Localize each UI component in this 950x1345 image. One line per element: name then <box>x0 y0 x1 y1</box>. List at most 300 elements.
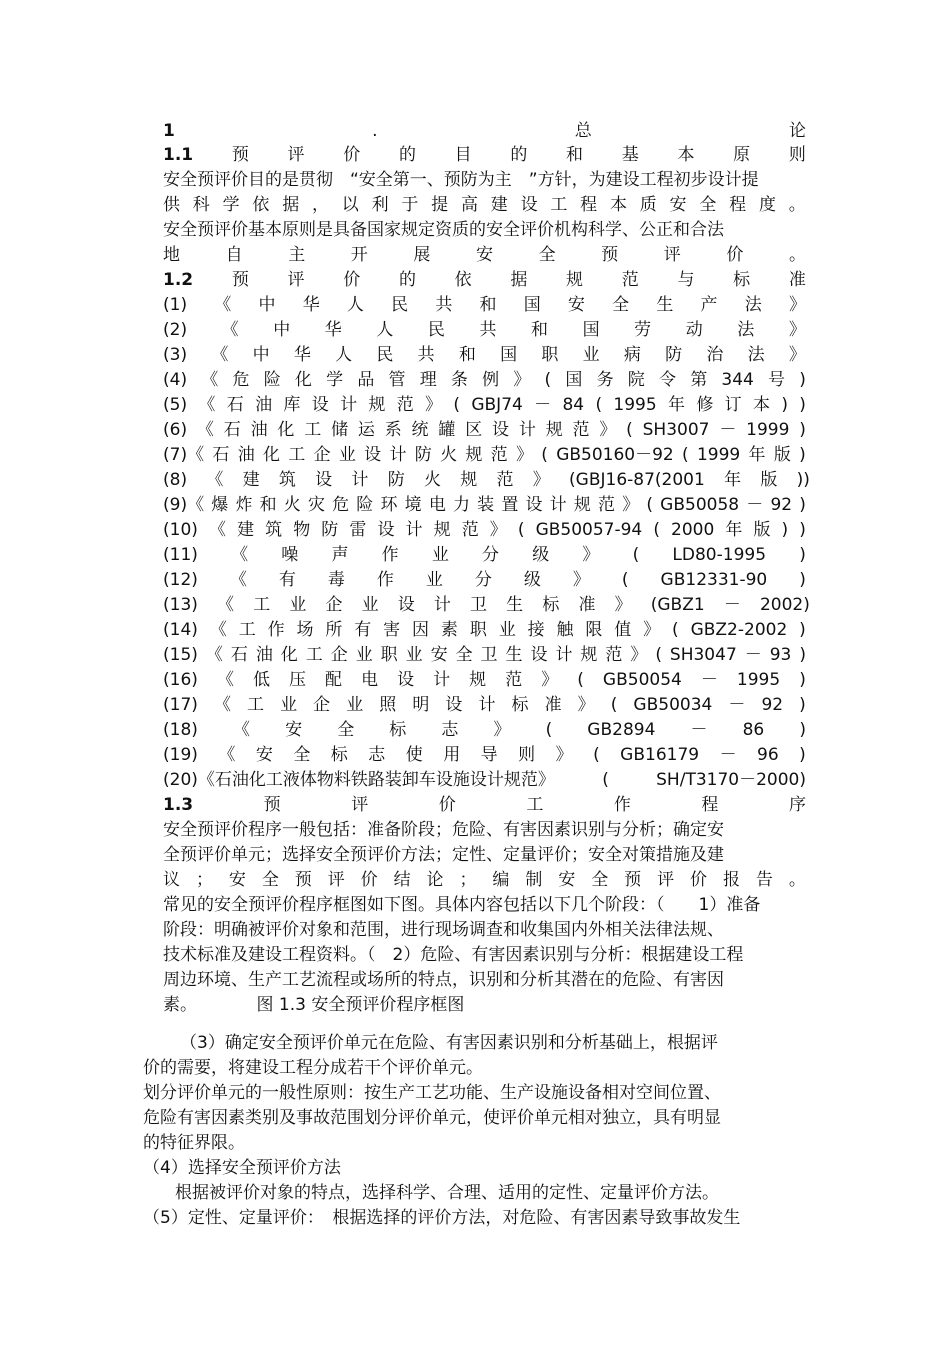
standard-item-token: 》 <box>572 570 590 590</box>
text-token: 开 <box>350 245 368 265</box>
standard-item-token: 93 <box>769 645 792 665</box>
text-token: 范 <box>621 270 639 290</box>
standard-item-token: SH3047 <box>669 645 737 665</box>
standard-item-token: 院 <box>627 370 645 390</box>
standard-item-token: 计 <box>389 445 407 465</box>
standard-item-token: (GBJ16-87(2001 <box>569 470 705 490</box>
text-token: 程 <box>580 195 598 215</box>
standard-item-token: SH3007 <box>642 420 710 440</box>
standard-item-number: (14) <box>163 620 198 640</box>
standard-item-token: 全 <box>293 745 311 765</box>
standard-item-token: 化 <box>277 420 295 440</box>
standard-item-token: GB50054 <box>602 670 682 690</box>
standard-item-token: 务 <box>596 370 614 390</box>
text-token: 评 <box>351 795 369 815</box>
standard-item <box>163 418 806 443</box>
standard-item-token: ) <box>799 445 806 465</box>
standard-item-token: 企 <box>313 445 331 465</box>
standard-item-token: 则 <box>518 745 536 765</box>
standard-item-token: 噪 <box>281 545 299 565</box>
standard-item-token: 年 <box>748 445 766 465</box>
standard-item <box>163 593 810 618</box>
standard-item-token: 民 <box>376 345 394 365</box>
standard-item-token: 年 <box>668 395 686 415</box>
standard-item-token: 职 <box>380 645 398 665</box>
standard-item-token: ( <box>517 520 525 540</box>
standard-item-token: 《 <box>216 670 234 690</box>
standard-item-token: 生 <box>656 295 674 315</box>
standard-item-token: 《 <box>214 295 232 315</box>
standard-item-token: 范 <box>496 470 514 490</box>
standard-item-token: 标 <box>542 595 560 615</box>
standard-item-token: 设 <box>530 645 548 665</box>
standard-item-token: 防 <box>665 345 683 365</box>
standard-item-token: 有 <box>278 570 296 590</box>
standard-item-token: 压 <box>289 670 306 690</box>
standard-item-token: 工 <box>305 645 323 665</box>
standard-item-token: 规 <box>460 470 478 490</box>
text-token: 价 <box>343 270 361 290</box>
standard-item-token: ( <box>632 545 640 565</box>
standard-item-token: 低 <box>252 670 270 690</box>
standard-item-token: 业 <box>425 570 443 590</box>
standard-item-token: 《 <box>233 720 250 740</box>
standard-item-token: 1999 <box>696 445 741 465</box>
standard-item-token: 设 <box>445 695 463 715</box>
standard-item-token: 危 <box>232 370 250 390</box>
standard-item-token: 化 <box>294 370 312 390</box>
standard-item-token: GBZ2-2002 <box>690 620 788 640</box>
text-token: 程 <box>729 195 747 215</box>
standard-item-token: 触 <box>556 620 574 640</box>
standard-item-token: 志 <box>441 720 459 740</box>
standard-item-token: 防 <box>321 520 339 540</box>
standard-item-token: 有 <box>354 620 372 640</box>
standard-item-token: 《 <box>196 420 214 440</box>
standard-item <box>163 543 806 568</box>
standard-item-token: 火 <box>423 470 441 490</box>
standard-item-token: 分 <box>482 545 500 565</box>
text-token: ； <box>195 870 213 890</box>
text-token: 安 <box>558 870 576 890</box>
standard-item <box>163 693 806 718</box>
text-token: 以 <box>341 195 359 215</box>
standard-item-token: 所 <box>325 620 343 640</box>
standard-item-token: 油 <box>255 645 273 665</box>
standard-item-token: 《 <box>208 520 226 540</box>
section-number: 1.1 <box>163 145 194 165</box>
standard-item-token: 电 <box>428 495 446 515</box>
text-token: 展 <box>413 245 431 265</box>
standard-item-token: 业 <box>582 345 600 365</box>
standard-item-token: 炸 <box>235 495 253 515</box>
standard-item-token: 筑 <box>265 520 283 540</box>
text-token: 评 <box>287 145 305 165</box>
standard-item <box>163 568 806 593</box>
section-heading-1-2 <box>163 268 806 293</box>
standard-item-token: 人 <box>346 295 364 315</box>
text-token: ， <box>311 195 329 215</box>
standard-item-number: (6) <box>163 420 188 440</box>
standard-item-token: 344 <box>721 370 754 390</box>
standard-item-token: 共 <box>435 295 453 315</box>
standard-item-token: 照 <box>379 695 397 715</box>
text-token: 预 <box>601 245 619 265</box>
standard-item-token: 毒 <box>327 570 345 590</box>
standard-item-token: 业 <box>431 545 449 565</box>
text-token: 安 <box>669 195 687 215</box>
standard-item-token: 因 <box>412 620 430 640</box>
standard-item-token: 规 <box>368 395 386 415</box>
text-token: 提 <box>431 195 449 215</box>
standard-item-token: 法 <box>747 345 765 365</box>
standard-item-token: 版 <box>753 520 771 540</box>
standard-item-token: 置 <box>501 495 519 515</box>
standard-item-token: 设 <box>492 420 510 440</box>
standard-item-token: 业 <box>289 595 307 615</box>
standard-item-token: 和 <box>458 345 476 365</box>
standard-item-token: ( <box>610 695 618 715</box>
standard-item <box>163 493 806 518</box>
standard-item-token: 系 <box>384 420 402 440</box>
standard-item-token: 作 <box>267 620 285 640</box>
standard-item-token: ( <box>626 420 633 440</box>
paragraph-line: （4）选择安全预评价方法 <box>143 1158 341 1178</box>
text-token: 依 <box>252 195 270 215</box>
heading-dot: . <box>372 121 378 141</box>
paragraph-line: 价的需要，将建设工程分成若干个评价单元。 <box>143 1058 483 1078</box>
standard-item-token: 年 <box>724 470 742 490</box>
standard-item-token: 《 <box>201 370 219 390</box>
standard-item-token: 法 <box>744 295 762 315</box>
standard-item-token: 《 <box>217 595 235 615</box>
standard-item-token: 中 <box>252 345 270 365</box>
text-token: 预 <box>231 145 249 165</box>
standard-item-token: 本 <box>753 395 770 415</box>
text-token: 评 <box>663 245 681 265</box>
text-token: 依 <box>454 270 472 290</box>
text-token: 的 <box>398 145 416 165</box>
standard-item-token: 计 <box>433 670 451 690</box>
standard-item-token: 工 <box>238 620 256 640</box>
standard-item-token: 范 <box>572 420 590 440</box>
standard-item-token: 1995 <box>613 395 657 415</box>
paragraph-line: 技术标准及建设工程资料。（ 2）危险、有害因素识别与分析：根据建设工程 <box>163 945 744 965</box>
standard-item <box>163 668 806 693</box>
standard-item-token: 业 <box>355 645 373 665</box>
standard-item-token: 职 <box>469 620 487 640</box>
standard-item-token: 计 <box>518 420 536 440</box>
text-token: 目 <box>454 145 472 165</box>
standard-item-token: 全 <box>337 720 355 740</box>
text-token: 全 <box>699 195 717 215</box>
standard-item-token: － <box>700 670 718 690</box>
standard-item-token: GB50160－92 <box>556 445 674 465</box>
standard-item-token: 规 <box>545 420 563 440</box>
standard-item-token: 工 <box>253 595 271 615</box>
standard-item-token: 《 <box>198 395 216 415</box>
standard-item-token: ( <box>453 395 461 415</box>
text-token: 标 <box>733 270 751 290</box>
standard-item-token: 动 <box>685 320 703 340</box>
standard-item-token: 业 <box>346 695 364 715</box>
standard-item-token: ) <box>799 545 806 565</box>
standard-item-number: (15) <box>163 645 198 665</box>
section-heading-1-3 <box>163 793 806 818</box>
text-token: 于 <box>401 195 419 215</box>
standard-item-token: 设 <box>377 520 395 540</box>
text-token: 工 <box>526 795 544 815</box>
standard-item-token: 设 <box>364 445 382 465</box>
standard-item-token: 品 <box>357 370 375 390</box>
standard-item-token: 标 <box>511 695 529 715</box>
standard-item-token: 令 <box>658 370 676 390</box>
paragraph-line: 划分评价单元的一般性原则：按生产工艺功能、生产设施设备相对空间位置、 <box>143 1083 721 1103</box>
text-token: 地 <box>163 245 180 265</box>
standard-item-token: ( <box>646 495 653 515</box>
standard-item-token: 防 <box>387 470 405 490</box>
standard-item-token: 》 <box>614 595 632 615</box>
standard-item-token: 病 <box>623 345 641 365</box>
standard-item-token: 生 <box>506 595 524 615</box>
text-token: 供 <box>163 195 180 215</box>
standard-item-token: GB12331-90 <box>660 570 768 590</box>
standard-item-token: 条 <box>450 370 468 390</box>
standard-item-token: 《 <box>211 345 229 365</box>
standard-item-token: 卫 <box>480 645 498 665</box>
standard-item-token: 计 <box>351 470 369 490</box>
standard-item-token: ) <box>799 370 806 390</box>
standard-item-token: 害 <box>383 620 401 640</box>
text-token: 价 <box>438 795 456 815</box>
standard-item-token: ( <box>602 770 609 790</box>
standard-item-token: ) <box>781 520 789 540</box>
paragraph-line: 的特征界限。 <box>143 1133 245 1153</box>
standard-item-token: 1999 <box>746 420 790 440</box>
standard-item-token: 《 <box>231 545 249 565</box>
text-token: 预 <box>263 795 281 815</box>
standard-item-token: 安 <box>567 295 585 315</box>
standard-item-token: 国 <box>582 320 600 340</box>
standard-item-token: ( <box>545 720 553 740</box>
standard-item-token: 爆 <box>211 495 229 515</box>
standard-item-token: 接 <box>527 620 545 640</box>
standard-item-token: 范 <box>598 495 616 515</box>
standard-item-token: － <box>723 595 741 615</box>
section-heading-1-1 <box>163 143 806 168</box>
standard-item-token: ) <box>799 745 806 765</box>
standard-item-token: 范 <box>505 670 523 690</box>
standard-item-token: 配 <box>325 670 343 690</box>
standard-item-token: 版 <box>773 445 791 465</box>
paragraph-line: 根据被评价对象的特点，选择科学、合理、适用的定性、定量评价方法。 <box>175 1183 719 1203</box>
standard-item-token: ( <box>655 645 662 665</box>
standard-item-number: (1) <box>163 295 188 315</box>
standard-item-token: ) <box>799 520 806 540</box>
standard-item-token: GBJ74 <box>471 395 523 415</box>
standard-item-token: 范 <box>490 445 508 465</box>
standard-item-token: 火 <box>283 495 301 515</box>
standard-item-token: 级 <box>523 570 541 590</box>
text-token: 原 <box>733 145 751 165</box>
standard-item-number: (16) <box>163 670 198 690</box>
standard-item-token: 区 <box>465 420 483 440</box>
standard-item-token: 治 <box>706 345 724 365</box>
standard-item-number: (18) <box>163 720 198 740</box>
standard-item-token: LD80-1995 <box>672 545 767 565</box>
text-token: 论 <box>426 870 444 890</box>
standard-item-token: 华 <box>324 320 342 340</box>
text-token: 本 <box>609 195 627 215</box>
standard-item-token: SH/T3170－2000) <box>656 770 806 790</box>
standard-item-token: 》 <box>532 470 550 490</box>
text-token: 设 <box>520 195 538 215</box>
standard-item-token: 业 <box>498 620 516 640</box>
standard-item-token: 中 <box>273 320 291 340</box>
standard-item-token: 》 <box>582 545 600 565</box>
text-token: 价 <box>360 870 378 890</box>
standard-item-token: － <box>719 420 737 440</box>
standard-item-token: 理 <box>419 370 437 390</box>
text-token: 安 <box>475 245 493 265</box>
standard-item <box>163 643 806 668</box>
standard-item-token: 《 <box>229 570 247 590</box>
standard-item-token: 分 <box>474 570 492 590</box>
text-token: 预 <box>231 270 249 290</box>
paragraph-line: （5）定性、定量评价： 根据选择的评价方法，对危险、有害因素导致事故发生 <box>143 1208 741 1228</box>
standard-item <box>163 293 806 318</box>
text-token: 质 <box>639 195 657 215</box>
standard-item-token: 人 <box>335 345 353 365</box>
standard-item-token: ) <box>799 570 806 590</box>
standard-item-number: (3) <box>163 345 188 365</box>
text-token: 利 <box>371 195 389 215</box>
standard-item-token: 声 <box>331 545 349 565</box>
standard-item-token: 统 <box>411 420 429 440</box>
standard-item-token: 》 <box>515 445 533 465</box>
standard-item-token: 》 <box>599 420 617 440</box>
standard-item-token: 劳 <box>634 320 652 340</box>
standard-item-token: 生 <box>505 645 523 665</box>
standard-item-token: 防 <box>414 445 432 465</box>
standard-item-token: 标 <box>389 720 407 740</box>
standard-item-token: 范 <box>605 645 623 665</box>
standard-item-token: GB2894 <box>587 720 656 740</box>
standard-item-token: 工 <box>304 420 322 440</box>
text-token: 的 <box>510 145 528 165</box>
text-token: 自 <box>225 245 243 265</box>
section-number: 1.2 <box>163 270 194 290</box>
standard-item-token: 共 <box>479 320 497 340</box>
standard-item-token: 物 <box>293 520 311 540</box>
standard-item-token: 油 <box>255 395 273 415</box>
standard-item-token: 《 <box>205 645 223 665</box>
standard-item-token: 石 <box>226 395 244 415</box>
standard-item-token: 计 <box>478 695 496 715</box>
standard-item-token: 石 <box>223 420 241 440</box>
standard-item-token: 2000 <box>671 520 715 540</box>
paragraph-line <box>163 243 806 268</box>
standard-item-token: 设 <box>315 470 333 490</box>
standard-item-token: 规 <box>465 445 483 465</box>
standard-item-token: 库 <box>283 395 301 415</box>
standard-item-token: 业 <box>405 645 423 665</box>
standard-item-token: 企 <box>330 645 348 665</box>
standard-item-token: ( <box>672 620 679 640</box>
standard-item-token: 业 <box>280 695 298 715</box>
text-token: 的 <box>398 270 416 290</box>
standard-item-token: 险 <box>263 370 281 390</box>
text-token: 学 <box>222 195 240 215</box>
standard-item-token: 准 <box>578 595 596 615</box>
standard-item-token: 设 <box>397 595 415 615</box>
standard-item-token: 学 <box>326 370 344 390</box>
standard-item-token: 企 <box>313 695 331 715</box>
standard-item <box>163 618 806 643</box>
standard-item-token: 建 <box>242 470 260 490</box>
standard-item-token: 计 <box>340 395 358 415</box>
text-token: 序 <box>788 795 806 815</box>
standard-item-token: 装 <box>477 495 495 515</box>
text-token: 。 <box>788 245 806 265</box>
standard-item-token: ( <box>593 745 600 765</box>
standard-item-token: 86 <box>742 720 765 740</box>
standard-item-token: 》 <box>577 695 595 715</box>
standard-item-number: (13) <box>163 595 198 615</box>
standard-item-token: 危 <box>332 495 350 515</box>
text-token: 安 <box>228 870 246 890</box>
text-token: 制 <box>525 870 543 890</box>
paragraph-line: 常见的安全预评价程序框图如下图。具体内容包括以下几个阶段：（ 1）准备 <box>163 895 761 915</box>
heading-char: 总 <box>574 121 592 141</box>
standard-item <box>163 343 806 368</box>
standard-item-token: 工 <box>288 445 306 465</box>
standard-item-token: 1995 <box>736 670 781 690</box>
text-token: 。 <box>788 870 806 890</box>
standard-item-number: (19) <box>163 745 198 765</box>
standard-item-token: 罐 <box>438 420 456 440</box>
text-token: 报 <box>722 870 740 890</box>
standard-item-token: 《 <box>221 320 239 340</box>
standard-item-token: ( <box>653 520 660 540</box>
standard-item-token: 号 <box>768 370 786 390</box>
text-token: 规 <box>566 270 584 290</box>
standard-item-token: GB50034 <box>633 695 713 715</box>
text-token: 。 <box>788 195 806 215</box>
paragraph-line: 周边环境、生产工艺流程或场所的特点，识别和分析其潜在的危险、有害因 <box>163 970 724 990</box>
text-token: 全 <box>261 870 279 890</box>
paragraph-line <box>163 868 806 893</box>
standard-item-token: － <box>534 395 552 415</box>
standard-item-token: 计 <box>549 495 567 515</box>
text-token: 价 <box>343 145 361 165</box>
standard-item-token: 环 <box>380 495 398 515</box>
standard-item-token: 《 <box>209 620 227 640</box>
standard-item-token: 场 <box>296 620 314 640</box>
standard-item-token: 版 <box>760 470 778 490</box>
standard-item-token: 卫 <box>470 595 488 615</box>
text-token: 与 <box>677 270 695 290</box>
standard-item-token: 和 <box>531 320 549 340</box>
standard-item-token: 职 <box>541 345 559 365</box>
standard-item-token: 》 <box>788 345 806 365</box>
text-token: 评 <box>327 870 345 890</box>
standard-item-number: (17) <box>163 695 198 715</box>
standard-item-token: 油 <box>237 445 255 465</box>
text-token: 作 <box>613 795 631 815</box>
standard-item-token: 84 <box>562 395 585 415</box>
standard-item-token: 化 <box>280 645 298 665</box>
